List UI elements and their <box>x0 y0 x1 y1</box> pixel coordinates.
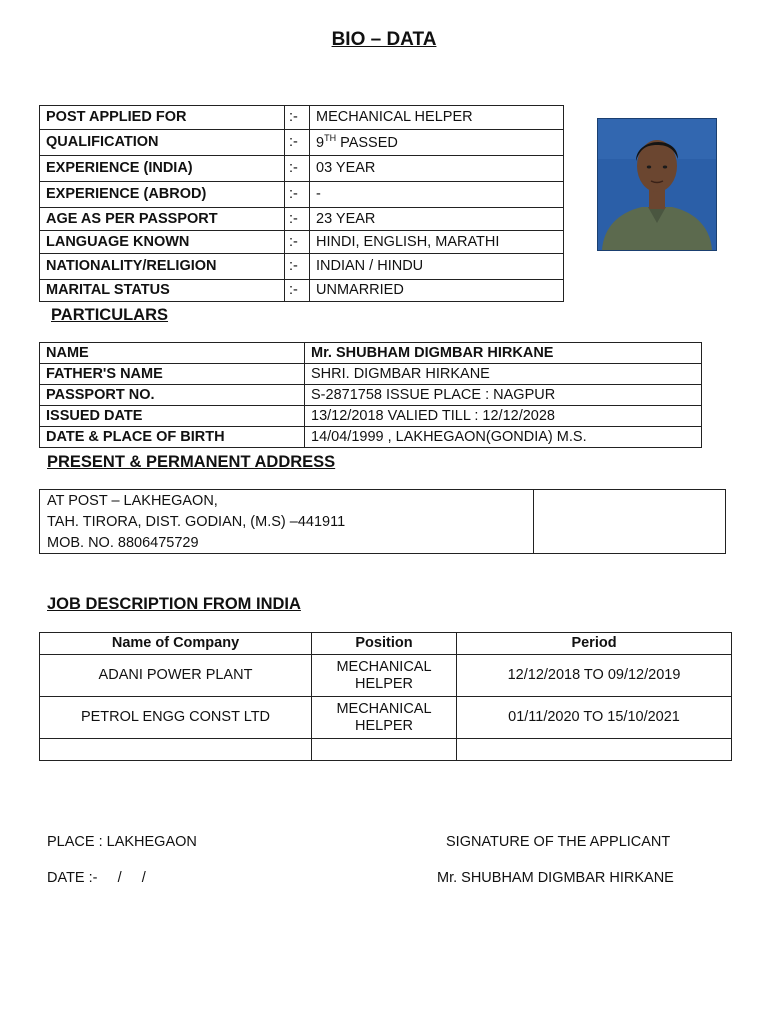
table-row <box>40 655 732 697</box>
period-cell <box>457 739 732 761</box>
company-cell: ADANI POWER PLANT <box>40 655 312 697</box>
separator: :- <box>285 156 310 182</box>
document-title: BIO – DATA <box>331 29 437 50</box>
column-header: Position <box>312 633 457 655</box>
job-table <box>39 632 732 761</box>
qualification-suffix: PASSED <box>336 135 398 152</box>
table-row <box>40 130 564 156</box>
address-text <box>47 491 345 554</box>
field-label: NATIONALITY/RELIGION <box>40 254 285 280</box>
field-label: MARITAL STATUS <box>40 280 285 302</box>
signature-name: Mr. SHUBHAM DIGMBAR HIRKANE <box>437 870 674 886</box>
position-cell: MECHANICAL HELPER <box>312 697 457 739</box>
address-divider <box>533 490 534 553</box>
field-value: MECHANICAL HELPER <box>310 106 564 130</box>
table-row <box>40 182 564 208</box>
separator: :- <box>285 231 310 254</box>
field-value: INDIAN / HINDU <box>310 254 564 280</box>
table-row <box>40 697 732 739</box>
field-label: PASSPORT NO. <box>40 385 305 406</box>
qualification-number: 9 <box>316 135 325 152</box>
field-label: LANGUAGE KNOWN <box>40 231 285 254</box>
table-header-row <box>40 633 732 655</box>
field-label: NAME <box>40 343 305 364</box>
table-row <box>40 343 702 364</box>
address-line: AT POST – LAKHEGAON, <box>47 493 218 509</box>
field-label: POST APPLIED FOR <box>40 106 285 130</box>
company-cell <box>40 739 312 761</box>
field-value: UNMARRIED <box>310 280 564 302</box>
column-header: Period <box>457 633 732 655</box>
field-label: AGE AS PER PASSPORT <box>40 208 285 231</box>
position-cell: MECHANICAL HELPER <box>312 655 457 697</box>
summary-table <box>39 105 564 302</box>
table-row <box>40 280 564 302</box>
separator: :- <box>285 208 310 231</box>
table-row <box>40 106 564 130</box>
table-row <box>40 739 732 761</box>
field-label: EXPERIENCE (INDIA) <box>40 156 285 182</box>
table-row <box>40 231 564 254</box>
field-value: Mr. SHUBHAM DIGMBAR HIRKANE <box>305 343 702 364</box>
job-heading: JOB DESCRIPTION FROM INDIA <box>47 595 301 613</box>
table-row <box>40 406 702 427</box>
address-line: MOB. NO. 8806475729 <box>47 535 199 551</box>
separator: :- <box>285 182 310 208</box>
table-row <box>40 364 702 385</box>
particulars-heading: PARTICULARS <box>51 306 169 324</box>
address-box <box>39 489 726 554</box>
table-row <box>40 385 702 406</box>
separator: :- <box>285 280 310 302</box>
field-value: 13/12/2018 VALIED TILL : 12/12/2028 <box>305 406 702 427</box>
address-line: TAH. TIRORA, DIST. GODIAN, (M.S) –441911 <box>47 514 346 530</box>
position-cell <box>312 739 457 761</box>
separator: :- <box>285 106 310 130</box>
qualification-ordinal: TH <box>324 133 337 144</box>
address-heading: PRESENT & PERMANENT ADDRESS <box>47 453 336 471</box>
field-label: ISSUED DATE <box>40 406 305 427</box>
field-label: EXPERIENCE (ABROD) <box>40 182 285 208</box>
table-row <box>40 156 564 182</box>
particulars-table <box>39 342 702 448</box>
separator: :- <box>285 130 310 156</box>
field-value: SHRI. DIGMBAR HIRKANE <box>305 364 702 385</box>
signature-label: SIGNATURE OF THE APPLICANT <box>446 834 671 850</box>
field-value: 23 YEAR <box>310 208 564 231</box>
table-row <box>40 427 702 448</box>
date-label: DATE :- / / <box>47 870 146 886</box>
person-portrait-icon <box>598 119 716 250</box>
table-row <box>40 208 564 231</box>
field-label: FATHER'S NAME <box>40 364 305 385</box>
separator: :- <box>285 254 310 280</box>
field-value: 14/04/1999 , LAKHEGAON(GONDIA) M.S. <box>305 427 702 448</box>
field-value: - <box>310 182 564 208</box>
field-label: DATE & PLACE OF BIRTH <box>40 427 305 448</box>
company-cell: PETROL ENGG CONST LTD <box>40 697 312 739</box>
field-value: S-2871758 ISSUE PLACE : NAGPUR <box>305 385 702 406</box>
period-cell: 12/12/2018 TO 09/12/2019 <box>457 655 732 697</box>
period-cell: 01/11/2020 TO 15/10/2021 <box>457 697 732 739</box>
field-value: 03 YEAR <box>310 156 564 182</box>
field-label: QUALIFICATION <box>40 130 285 156</box>
table-row <box>40 254 564 280</box>
column-header: Name of Company <box>40 633 312 655</box>
field-value: HINDI, ENGLISH, MARATHI <box>310 231 564 254</box>
applicant-photo <box>597 118 717 251</box>
place-label: PLACE : LAKHEGAON <box>47 834 197 850</box>
field-value <box>310 130 564 156</box>
